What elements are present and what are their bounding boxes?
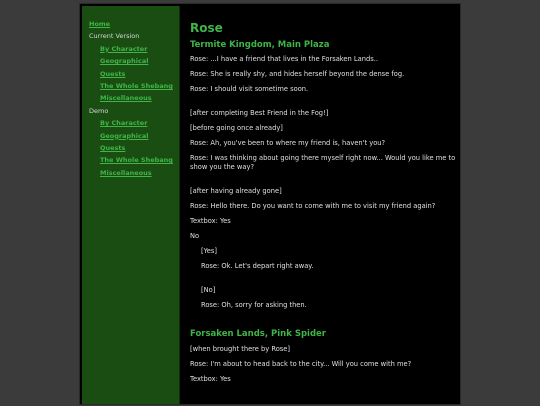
sidebar-link-demo-geographical[interactable]: Geographical [100,131,149,140]
dialogue-line: Rose: ...I have a friend that lives in the Forsaken Lands.. [190,55,378,63]
sidebar-heading-demo: Demo [89,106,109,115]
sidebar-link-demo-miscellaneous[interactable]: Miscellaneous [100,168,152,177]
dialogue-note: [Yes] [201,247,218,255]
sidebar-link-home[interactable]: Home [89,20,111,28]
dialogue-note: [before going once already] [190,124,283,132]
sidebar [82,6,180,404]
sidebar-link-current-whole-shebang[interactable]: The Whole Shebang [100,82,173,91]
dialogue-note: [when brought there by Rose] [190,345,290,353]
dialogue-option: No [190,232,200,240]
dialogue-line: Rose: Ah, you've been to where my friend is, haven't you? [190,139,386,147]
sidebar-link-current-geographical[interactable]: Geographical [100,57,149,66]
sidebar-link-demo-by-character[interactable]: By Character [100,119,148,128]
sidebar-link-current-miscellaneous[interactable]: Miscellaneous [100,94,152,103]
dialogue-line: Textbox: Yes [190,375,231,383]
dialogue-line: Rose: I should visit sometime soon. [190,85,309,93]
sidebar-heading-current-version: Current Version [89,32,140,41]
section-heading-pink-spider: Forsaken Lands, Pink Spider [190,329,326,339]
sidebar-link-demo-whole-shebang[interactable]: The Whole Shebang [100,156,173,165]
dialogue-line: Rose: Ok. Let's depart right away. [201,262,314,270]
dialogue-line: Rose: Hello there. Do you want to come with me to visit my friend again? [190,202,436,210]
dialogue-line: Textbox: Yes [190,217,231,225]
main-content [190,20,458,406]
dialogue-note: [No] [201,286,216,294]
dialogue-note: [after having already gone] [190,187,282,195]
dialogue-line: Rose: I'm about to head back to the city... Will you come with me? [190,360,412,368]
dialogue-line: Rose: Oh, sorry for asking then. [201,301,307,309]
dialogue-line: Rose: She is really shy, and hides herself beyond the dense fog. [190,70,405,78]
sidebar-link-current-by-character[interactable]: By Character [100,44,148,53]
page-container [79,3,461,405]
page-title: Rose [190,21,223,35]
sidebar-link-demo-quests[interactable]: Quests [100,144,126,153]
dialogue-line: Rose: I was thinking about going there myself right now... Would you like me to show you the way? [190,154,458,171]
dialogue-note: [after completing Best Friend in the Fog!] [190,109,329,117]
sidebar-link-current-quests[interactable]: Quests [100,69,126,78]
section-heading-main-plaza: Termite Kingdom, Main Plaza [190,40,330,50]
